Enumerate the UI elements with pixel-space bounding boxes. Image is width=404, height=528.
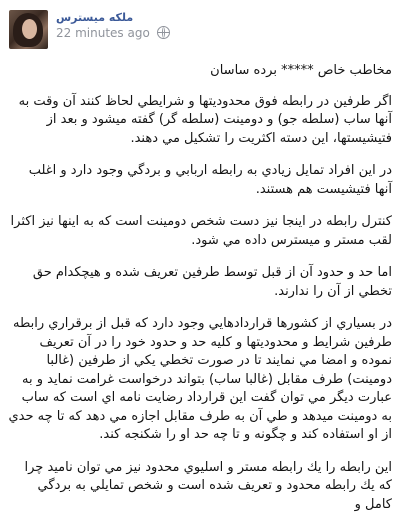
post-paragraph: كنترل رابطه در اينجا نيز دست شخص دومينت است كه به اينها نيز اكثرا لقب مستر و ميسترس داده مي شود. (10, 214, 392, 248)
post-paragraph: اين رابطه را يك رابطه مستر و اسليوي محدود نيز مي توان ناميد چرا كه يك رابطه محدود و تعريف شده است و شخص تمايلي به بردگي كامل و (24, 459, 392, 512)
post-paragraph: مخاطب خاص ***** برده ساسان (210, 63, 392, 78)
post-timestamp[interactable]: 22 minutes ago (56, 26, 150, 40)
post-paragraph: در اين افراد تمايل زيادي به رابطه اربابي و بردگي وجود دارد و اغلب آنها فتيشيست هم هستند. (28, 163, 392, 197)
author-name-link[interactable]: ملکه میسترس (56, 11, 134, 24)
post-paragraph: اما حد و حدود آن از قبل توسط طرفين تعريف شده و هيچكدام حق تخطي از آن را ندارند. (32, 265, 392, 299)
post-header (0, 0, 404, 50)
author-avatar[interactable] (9, 10, 48, 49)
post-paragraph: اگر طرفين در رابطه فوق محدوديتها و شرايطي لحاظ كنند آن وقت به آنها ساب (سلطه جو) و دومينت (سلطه گر) گفته ميشود و بعد از فتيشيستها، اين دسته اكثريت را تشكيل مي دهند. (18, 93, 392, 146)
post-meta (56, 26, 170, 40)
post-paragraph: در بسياري از كشورها قراردادهايي وجود دارد كه قبل از برقراري رابطه طرفين شرايط و محدوديتها و كليه حد و حدود خود را در آن تعريف نموده و امضا مي نمايند تا در صورت تخطي يكي از طرفين (غالبا دومينت) طرف مقابل (غالبا ساب) بتواند درخواست غرامت نمايد و به عبارت ديگر مي توان گفت اين قرارداد رضايت نامه اي است كه ساب به دومينت ميدهد و طي آن به طرف مقابل اجازه مي دهد كه تا چه حدي از او استفاده كند و چگونه و تا چه حد او را شكنجه كند. (8, 316, 392, 442)
post-body (8, 62, 392, 528)
globe-icon[interactable] (157, 26, 170, 39)
avatar-face (22, 19, 37, 39)
